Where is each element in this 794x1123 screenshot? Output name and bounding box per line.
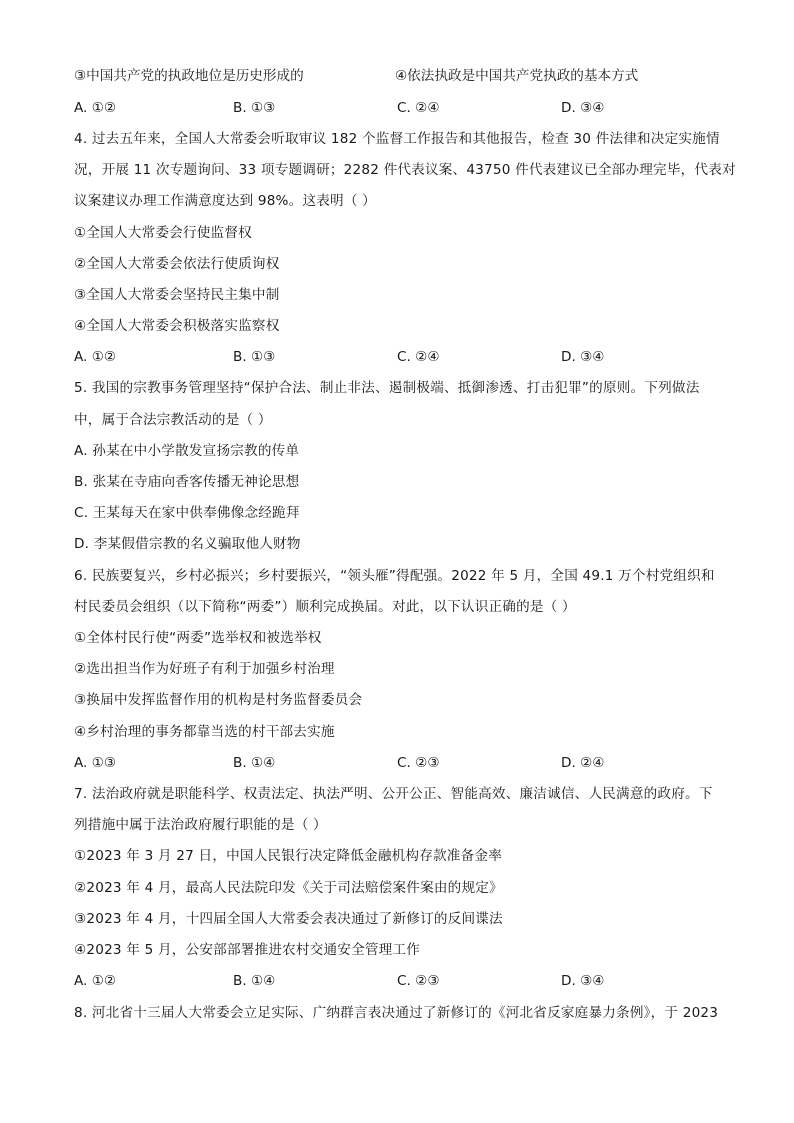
option: B. ①③ — [233, 100, 276, 116]
option: C. ②③ — [397, 973, 440, 989]
option: D. ③④ — [561, 100, 605, 116]
statement-row — [74, 66, 734, 86]
choice: B. 张某在寺庙向香客传播无神论思想 — [74, 474, 300, 490]
option: D. ③④ — [561, 349, 605, 365]
statement: ③全国人大常委会坚持民主集中制 — [74, 287, 280, 303]
question-stem: 村民委员会组织（以下简称“两委”）顺利完成换届。对此，以下认识正确的是（ ） — [74, 599, 576, 615]
question-stem: 5. 我国的宗教事务管理坚持“保护合法、制止非法、遏制极端、抵御渗透、打击犯罪”的原则。下列做法 — [74, 380, 700, 396]
option: A. ①③ — [74, 755, 117, 771]
option: D. ③④ — [561, 973, 605, 989]
question-stem: 议案建议办理工作满意度达到 98%。这表明（ ） — [74, 193, 376, 209]
statement: ④全国人大常委会积极落实监察权 — [74, 318, 280, 334]
option: C. ②③ — [397, 755, 440, 771]
option: B. ①③ — [233, 349, 276, 365]
question-stem: 况，开展 11 次专题询问、33 项专题调研；2282 件代表议案、43750 件代表建议已全部办理完毕，代表对 — [74, 162, 736, 178]
question-stem: 中，属于合法宗教活动的是（ ） — [74, 412, 272, 428]
question-stem: 6. 民族要复兴，乡村必振兴；乡村要振兴，“领头雁”得配强。2022 年 5 月，全国 49.1 万个村党组织和 — [74, 568, 715, 584]
question-stem: 8. 河北省十三届人大常委会立足实际、广纳群言表决通过了新修订的《河北省反家庭暴力条例》，于 2023 — [74, 1005, 719, 1021]
option: C. ②④ — [397, 349, 440, 365]
choice: A. 孙某在中小学散发宣扬宗教的传单 — [74, 443, 300, 459]
option: B. ①④ — [233, 973, 276, 989]
statement: ①全国人大常委会行使监督权 — [74, 225, 252, 241]
question-stem: 列措施中属于法治政府履行职能的是（ ） — [74, 817, 327, 833]
options-row — [74, 98, 734, 118]
statement: ④依法执政是中国共产党执政的基本方式 — [395, 68, 639, 84]
choice: C. 王某每天在家中供奉佛像念经跪拜 — [74, 505, 300, 521]
option: A. ①② — [74, 349, 117, 365]
statement: ④2023 年 5 月，公安部部署推进农村交通安全管理工作 — [74, 942, 421, 958]
choice: D. 李某假借宗教的名义骗取他人财物 — [74, 536, 301, 552]
option: C. ②④ — [397, 100, 440, 116]
question-stem: 7. 法治政府就是职能科学、权责法定、执法严明、公开公正、智能高效、廉洁诚信、人民满意的政府。下 — [74, 786, 713, 802]
option: B. ①④ — [233, 755, 276, 771]
question-stem: 4. 过去五年来，全国人大常委会听取审议 182 个监督工作报告和其他报告，检查 30 件法律和决定实施情 — [74, 131, 720, 147]
statement: ②全国人大常委会依法行使质询权 — [74, 256, 280, 272]
option: D. ②④ — [561, 755, 605, 771]
options-row — [74, 347, 734, 367]
options-row — [74, 753, 734, 773]
statement: ①全体村民行使“两委”选举权和被选举权 — [74, 630, 322, 646]
statement: ②2023 年 4 月，最高人民法院印发《关于司法赔偿案件案由的规定》 — [74, 880, 503, 896]
statement: ③换届中发挥监督作用的机构是村务监督委员会 — [74, 692, 363, 708]
statement: ③中国共产党的执政地位是历史形成的 — [74, 68, 304, 84]
statement: ①2023 年 3 月 27 日，中国人民银行决定降低金融机构存款准备金率 — [74, 848, 502, 864]
option: A. ①② — [74, 100, 117, 116]
option: A. ①② — [74, 973, 117, 989]
options-row — [74, 971, 734, 991]
statement: ②选出担当作为好班子有利于加强乡村治理 — [74, 661, 335, 677]
statement: ③2023 年 4 月，十四届全国人大常委会表决通过了新修订的反间谍法 — [74, 911, 503, 927]
statement: ④乡村治理的事务都靠当选的村干部去实施 — [74, 724, 335, 740]
